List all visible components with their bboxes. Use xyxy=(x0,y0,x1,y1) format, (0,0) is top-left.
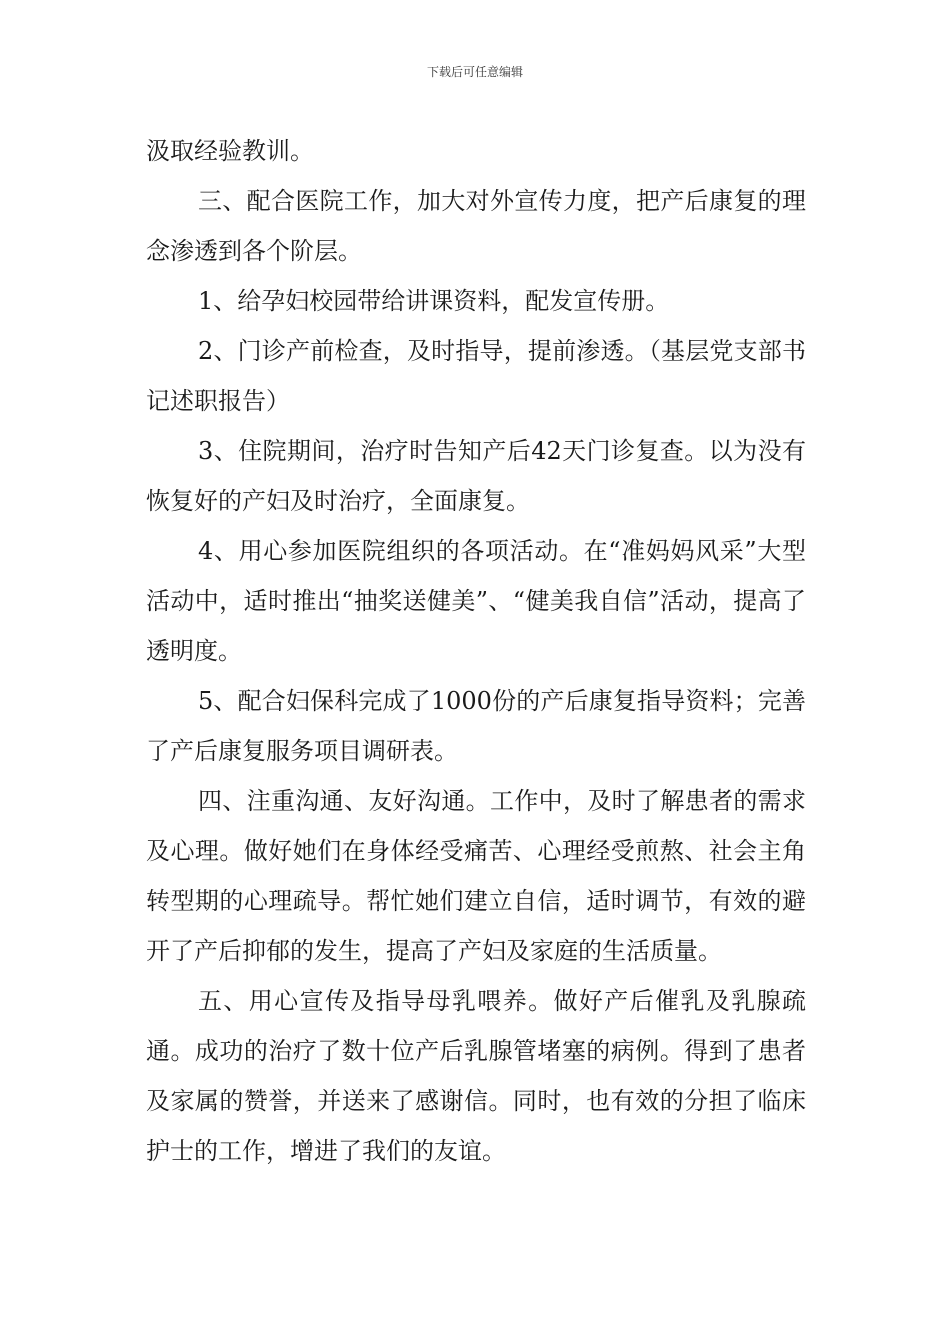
page-header: 下载后可任意编辑 xyxy=(426,65,523,79)
paragraph: 1、给孕妇校园带给讲课资料，配发宣传册。 xyxy=(198,287,670,315)
paragraph: 三、配合医院工作，加大对外宣传力度，把产后康复的理念渗透到各个阶层。 xyxy=(146,187,806,265)
paragraph: 5、配合妇保科完成了1000份的产后康复指导资料；完善了产后康复服务项目调研表。 xyxy=(146,687,806,765)
paragraph: 4、用心参加医院组织的各项活动。在“准妈妈风采”大型活动中，适时推出“抽奖送健美”、“健美我自信”活动，提高了透明度。 xyxy=(146,537,806,665)
paragraph: 四、注重沟通、友好沟通。工作中，及时了解患者的需求及心理。做好她们在身体经受痛苦、心理经受煎熬、社会主角转型期的心理疏导。帮忙她们建立自信，适时调节，有效的避开了产后抑郁的发生，提高了产妇及家庭的生活质量。 xyxy=(146,787,806,965)
paragraph: 汲取经验教训。 xyxy=(146,137,314,165)
paragraph: 五、用心宣传及指导母乳喂养。做好产后催乳及乳腺疏通。成功的治疗了数十位产后乳腺管堵塞的病例。得到了患者及家属的赞誉，并送来了感谢信。同时，也有效的分担了临床护士的工作，增进了我们的友谊。 xyxy=(146,987,806,1165)
paragraph: 3、住院期间，治疗时告知产后42天门诊复查。以为没有恢复好的产妇及时治疗，全面康复。 xyxy=(146,437,806,515)
document-body xyxy=(146,126,806,1176)
paragraph: 2、门诊产前检查，及时指导，提前渗透。（基层党支部书记述职报告） xyxy=(146,337,806,415)
